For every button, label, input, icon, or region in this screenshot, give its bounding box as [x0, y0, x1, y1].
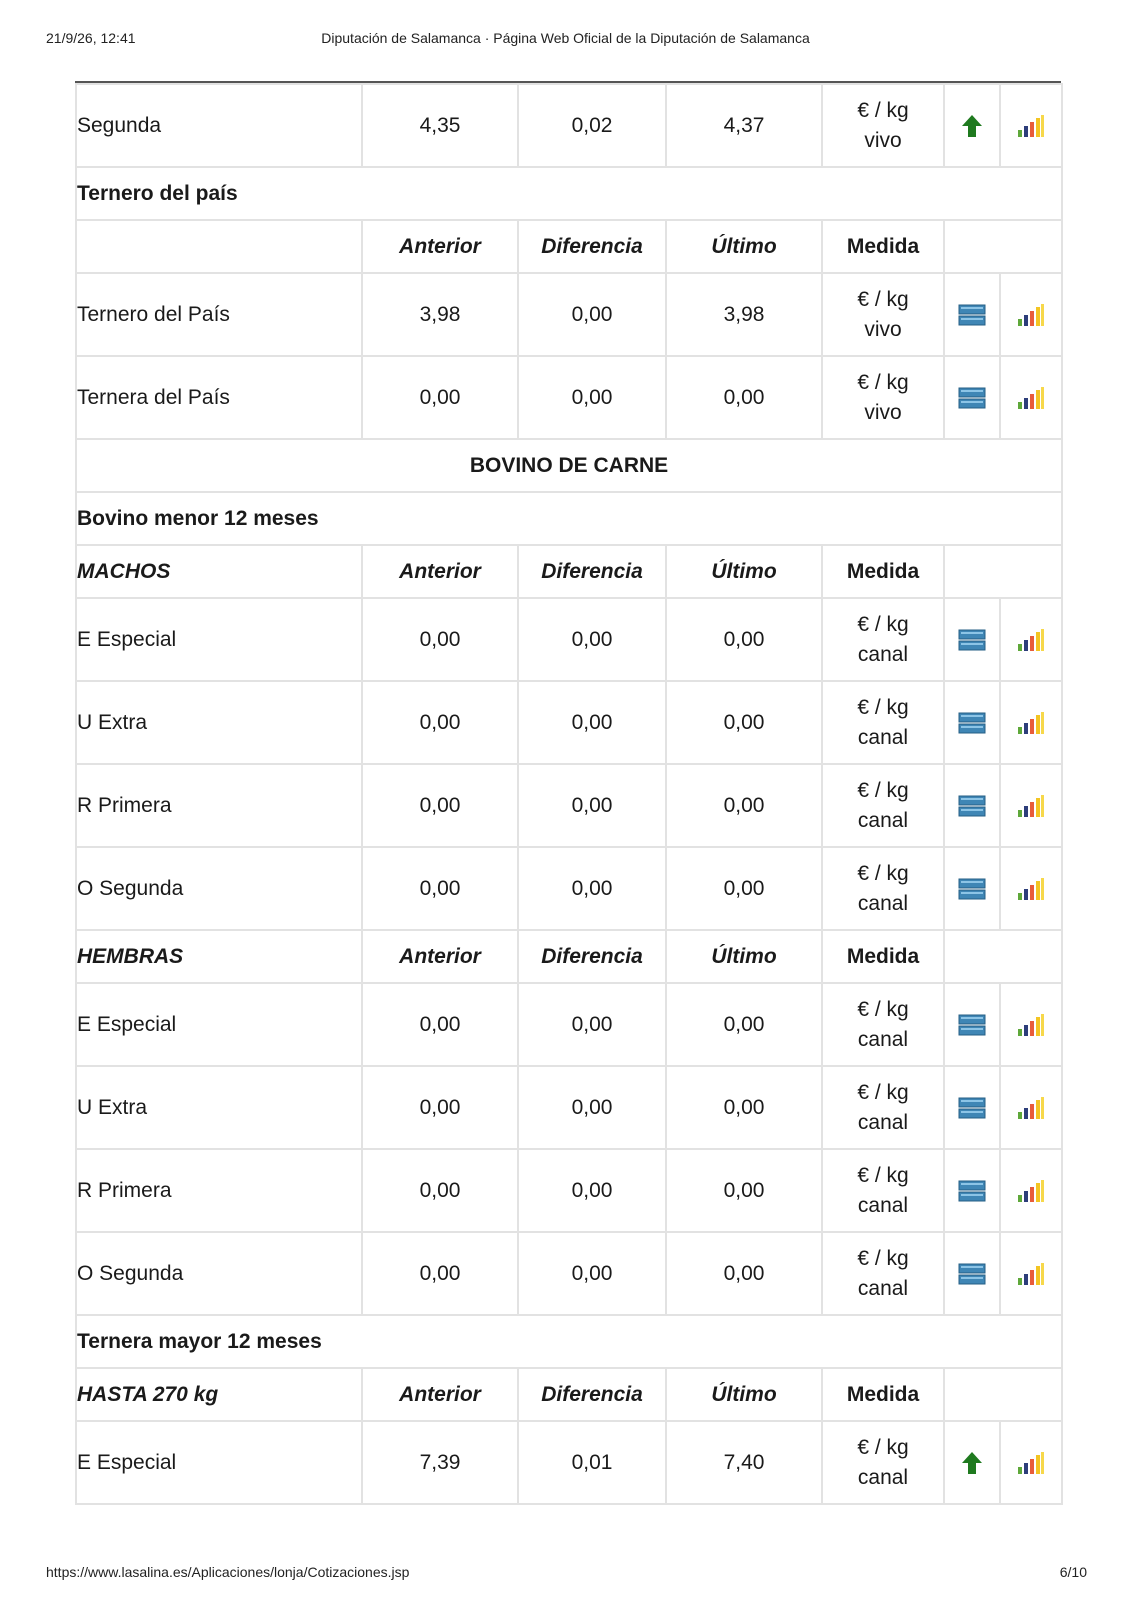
bar-chart-icon[interactable] [1017, 114, 1045, 138]
diferencia-value: 0,01 [518, 1421, 666, 1504]
medida-unit: € / kg [857, 1080, 909, 1104]
row-name: Ternero del País [76, 273, 362, 356]
medida-type: canal [857, 725, 909, 749]
graph-cell[interactable] [1000, 1066, 1062, 1149]
row-name: R Primera [76, 1149, 362, 1232]
ultimo-value: 7,40 [666, 1421, 822, 1504]
medida-unit: € / kg [857, 1246, 909, 1270]
trend-cell [944, 681, 1000, 764]
graph-cell[interactable] [1000, 983, 1062, 1066]
trend-cell [944, 1066, 1000, 1149]
header-medida: Medida [822, 545, 944, 598]
group-header: HEMBRAS [76, 930, 362, 983]
table-row [76, 983, 1062, 1066]
bar-chart-icon[interactable] [1017, 1013, 1045, 1037]
anterior-value: 0,00 [362, 764, 518, 847]
anterior-value: 4,35 [362, 84, 518, 167]
table-row [76, 1232, 1062, 1315]
header-ultimo: Último [666, 545, 822, 598]
header-medida: Medida [822, 930, 944, 983]
anterior-value: 0,00 [362, 681, 518, 764]
table-row [76, 1149, 1062, 1232]
anterior-value: 0,00 [362, 1149, 518, 1232]
print-url: https://www.lasalina.es/Aplicaciones/lonja/Cotizaciones.jsp [46, 1564, 410, 1580]
row-name: U Extra [76, 1066, 362, 1149]
print-page-number: 6/10 [1059, 1564, 1087, 1580]
medida-type: canal [857, 642, 909, 666]
section-title: Ternero del país [76, 167, 1062, 220]
trend-cell [944, 1232, 1000, 1315]
anterior-value: 3,98 [362, 273, 518, 356]
medida-type: canal [857, 1110, 909, 1134]
diferencia-value: 0,02 [518, 84, 666, 167]
graph-cell[interactable] [1000, 681, 1062, 764]
header-anterior: Anterior [362, 220, 518, 273]
medida-type: canal [857, 891, 909, 915]
table-row [76, 681, 1062, 764]
cotizaciones-table [75, 83, 1063, 1505]
bar-chart-icon[interactable] [1017, 628, 1045, 652]
medida-unit: € / kg [857, 778, 909, 802]
header-diferencia: Diferencia [518, 1368, 666, 1421]
trend-cell [944, 273, 1000, 356]
header-diferencia: Diferencia [518, 220, 666, 273]
section-title: Ternera mayor 12 meses [76, 1315, 1062, 1368]
equal-icon [958, 629, 986, 651]
medida-cell [822, 681, 944, 764]
medida-type: vivo [864, 128, 902, 152]
ultimo-value: 0,00 [666, 1066, 822, 1149]
ultimo-value: 0,00 [666, 356, 822, 439]
section-row [76, 492, 1062, 545]
table-row [76, 764, 1062, 847]
anterior-value: 0,00 [362, 1066, 518, 1149]
row-name: Segunda [76, 84, 362, 167]
header-diferencia: Diferencia [518, 930, 666, 983]
medida-type: canal [857, 808, 909, 832]
diferencia-value: 0,00 [518, 1066, 666, 1149]
medida-cell [822, 1149, 944, 1232]
medida-unit: € / kg [857, 98, 909, 122]
trend-cell [944, 983, 1000, 1066]
equal-icon [958, 1263, 986, 1285]
medida-type: canal [857, 1276, 909, 1300]
header-blank [944, 1368, 1062, 1421]
diferencia-value: 0,00 [518, 1149, 666, 1232]
equal-icon [958, 1014, 986, 1036]
header-medida: Medida [822, 1368, 944, 1421]
trend-cell [944, 356, 1000, 439]
diferencia-value: 0,00 [518, 356, 666, 439]
up-arrow-icon [961, 1451, 983, 1475]
graph-cell[interactable] [1000, 84, 1062, 167]
bar-chart-icon[interactable] [1017, 1451, 1045, 1475]
anterior-value: 0,00 [362, 356, 518, 439]
row-name: R Primera [76, 764, 362, 847]
row-name: E Especial [76, 598, 362, 681]
medida-cell [822, 356, 944, 439]
diferencia-value: 0,00 [518, 983, 666, 1066]
print-page-title: Diputación de Salamanca · Página Web Oficial de la Diputación de Salamanca [321, 30, 810, 46]
medida-type: canal [857, 1193, 909, 1217]
equal-icon [958, 1097, 986, 1119]
medida-cell [822, 1421, 944, 1504]
bar-chart-icon[interactable] [1017, 303, 1045, 327]
header-ultimo: Último [666, 220, 822, 273]
anterior-value: 0,00 [362, 1232, 518, 1315]
anterior-value: 7,39 [362, 1421, 518, 1504]
medida-cell [822, 84, 944, 167]
header-blank [944, 930, 1062, 983]
diferencia-value: 0,00 [518, 764, 666, 847]
bar-chart-icon[interactable] [1017, 1262, 1045, 1286]
header-empty [76, 220, 362, 273]
column-header-row [76, 220, 1062, 273]
equal-icon [958, 387, 986, 409]
medida-type: canal [857, 1027, 909, 1051]
row-name: U Extra [76, 681, 362, 764]
print-datetime: 21/9/26, 12:41 [46, 30, 136, 46]
equal-icon [958, 712, 986, 734]
trend-cell [944, 598, 1000, 681]
header-diferencia: Diferencia [518, 545, 666, 598]
equal-icon [958, 1180, 986, 1202]
table-row [76, 598, 1062, 681]
medida-unit: € / kg [857, 1435, 909, 1459]
medida-cell [822, 598, 944, 681]
ultimo-value: 4,37 [666, 84, 822, 167]
section-row [76, 1315, 1062, 1368]
bar-chart-icon[interactable] [1017, 386, 1045, 410]
graph-cell[interactable] [1000, 1149, 1062, 1232]
medida-unit: € / kg [857, 861, 909, 885]
diferencia-value: 0,00 [518, 681, 666, 764]
bar-chart-icon[interactable] [1017, 711, 1045, 735]
category-title: BOVINO DE CARNE [76, 439, 1062, 492]
diferencia-value: 0,00 [518, 847, 666, 930]
medida-cell [822, 847, 944, 930]
header-ultimo: Último [666, 930, 822, 983]
column-header-row [76, 1368, 1062, 1421]
table-row [76, 1421, 1062, 1504]
bar-chart-icon[interactable] [1017, 1179, 1045, 1203]
column-header-row [76, 930, 1062, 983]
ultimo-value: 0,00 [666, 847, 822, 930]
ultimo-value: 0,00 [666, 983, 822, 1066]
graph-cell[interactable] [1000, 764, 1062, 847]
ultimo-value: 3,98 [666, 273, 822, 356]
header-anterior: Anterior [362, 1368, 518, 1421]
row-name: Ternera del País [76, 356, 362, 439]
equal-icon [958, 878, 986, 900]
medida-cell [822, 1232, 944, 1315]
ultimo-value: 0,00 [666, 1149, 822, 1232]
header-blank [944, 545, 1062, 598]
table-row [76, 273, 1062, 356]
header-anterior: Anterior [362, 545, 518, 598]
trend-cell [944, 1149, 1000, 1232]
medida-type: canal [857, 1465, 909, 1489]
bar-chart-icon[interactable] [1017, 794, 1045, 818]
up-arrow-icon [961, 114, 983, 138]
trend-cell [944, 1421, 1000, 1504]
ultimo-value: 0,00 [666, 764, 822, 847]
anterior-value: 0,00 [362, 598, 518, 681]
diferencia-value: 0,00 [518, 273, 666, 356]
medida-cell [822, 1066, 944, 1149]
table-row [76, 84, 1062, 167]
anterior-value: 0,00 [362, 847, 518, 930]
table-row [76, 847, 1062, 930]
header-blank [944, 220, 1062, 273]
diferencia-value: 0,00 [518, 598, 666, 681]
medida-type: vivo [864, 400, 902, 424]
header-medida: Medida [822, 220, 944, 273]
medida-unit: € / kg [857, 370, 909, 394]
header-ultimo: Último [666, 1368, 822, 1421]
group-header: MACHOS [76, 545, 362, 598]
row-name: E Especial [76, 983, 362, 1066]
row-name: O Segunda [76, 847, 362, 930]
graph-cell[interactable] [1000, 356, 1062, 439]
trend-cell [944, 764, 1000, 847]
medida-cell [822, 983, 944, 1066]
row-name: E Especial [76, 1421, 362, 1504]
medida-unit: € / kg [857, 695, 909, 719]
graph-cell[interactable] [1000, 1232, 1062, 1315]
row-name: O Segunda [76, 1232, 362, 1315]
bar-chart-icon[interactable] [1017, 877, 1045, 901]
graph-cell[interactable] [1000, 1421, 1062, 1504]
section-title: Bovino menor 12 meses [76, 492, 1062, 545]
graph-cell[interactable] [1000, 273, 1062, 356]
group-header: HASTA 270 kg [76, 1368, 362, 1421]
graph-cell[interactable] [1000, 598, 1062, 681]
equal-icon [958, 795, 986, 817]
ultimo-value: 0,00 [666, 598, 822, 681]
category-title-row [76, 439, 1062, 492]
medida-unit: € / kg [857, 287, 909, 311]
graph-cell[interactable] [1000, 847, 1062, 930]
trend-cell [944, 84, 1000, 167]
bar-chart-icon[interactable] [1017, 1096, 1045, 1120]
column-header-row [76, 545, 1062, 598]
medida-cell [822, 273, 944, 356]
ultimo-value: 0,00 [666, 1232, 822, 1315]
medida-unit: € / kg [857, 612, 909, 636]
medida-unit: € / kg [857, 997, 909, 1021]
medida-cell [822, 764, 944, 847]
diferencia-value: 0,00 [518, 1232, 666, 1315]
table-row [76, 356, 1062, 439]
header-anterior: Anterior [362, 930, 518, 983]
medida-unit: € / kg [857, 1163, 909, 1187]
trend-cell [944, 847, 1000, 930]
anterior-value: 0,00 [362, 983, 518, 1066]
table-row [76, 1066, 1062, 1149]
ultimo-value: 0,00 [666, 681, 822, 764]
section-row [76, 167, 1062, 220]
medida-type: vivo [864, 317, 902, 341]
equal-icon [958, 304, 986, 326]
